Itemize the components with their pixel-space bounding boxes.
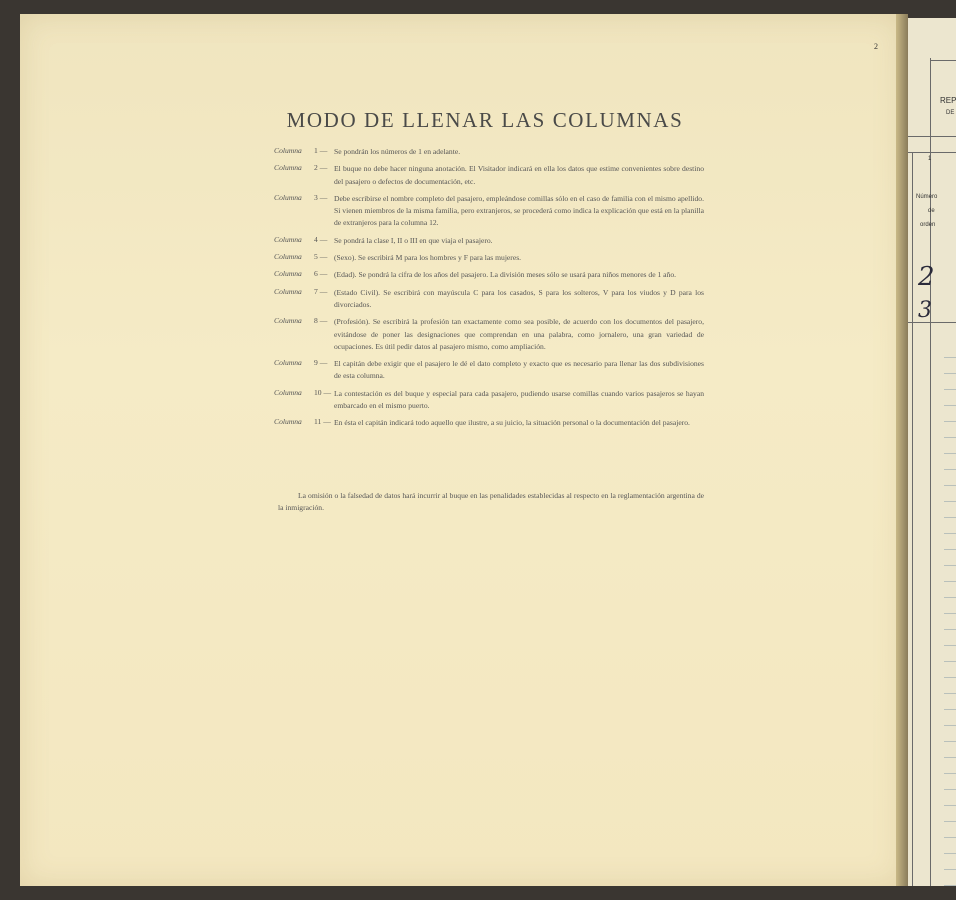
column-label: Columna xyxy=(274,163,302,173)
sheet-rule xyxy=(908,322,956,323)
page-title: MODO DE LLENAR LAS COLUMNAS xyxy=(286,108,684,132)
column-label: Columna xyxy=(274,358,302,368)
column-label: Columna xyxy=(274,269,302,279)
instruction-text: (Sexo). Se escribirá M para los hombres y F para las mujeres. xyxy=(334,253,522,263)
instruction-text: El buque no debe hacer ninguna anotación. El Visitador indicará en ella los datos que estime convenientes sobre destino del pasajero o defectos de documentación, etc. xyxy=(334,164,704,186)
instruction-row xyxy=(274,388,704,413)
column-number: 4 — xyxy=(314,234,328,244)
sheet-col-label: orden xyxy=(920,222,936,228)
column-number: 5 — xyxy=(314,252,328,262)
instruction-text: La contestación es del buque y especial para cada pasajero, pudiendo usarse comillas cuando varios pasajeros se hayan embarcado en el mismo puerto. xyxy=(334,388,704,411)
instruction-row xyxy=(274,146,704,158)
column-label: Columna xyxy=(274,316,302,326)
pencil-marks xyxy=(786,240,806,390)
sheet-rule xyxy=(912,152,913,886)
instruction-row xyxy=(274,417,704,429)
sheet-col-number: 1 xyxy=(928,156,932,162)
column-number: 3 — xyxy=(314,192,328,202)
instruction-row xyxy=(274,358,704,383)
sheet-rule xyxy=(908,136,956,137)
column-number: 6 — xyxy=(314,269,328,279)
column-number: 7 — xyxy=(314,286,328,296)
instruction-text: (Estado Civil). Se escribirá con mayúscula C para los casados, S para los solteros, V para los viudos y D para los divorciados. xyxy=(334,287,704,309)
instruction-text: (Profesión). Se escribirá la profesión tan exactamente como sea posible, de acuerdo con los documentos del pasajero, evitándose de poner las designaciones que comprendan en una palabra, como jornalero, una gran variedad de ocupaciones. Es útil pedir datos al pasajero mismo, como ampliación. xyxy=(334,317,704,351)
column-label: Columna xyxy=(274,192,302,202)
column-label: Columna xyxy=(274,387,302,397)
instruction-text: Se pondrán los números de 1 en adelante. xyxy=(334,147,461,156)
instruction-row xyxy=(274,252,704,264)
sheet-sub-fragment: DE xyxy=(946,110,955,116)
instruction-row xyxy=(274,269,704,281)
document-page xyxy=(20,14,902,886)
sheet-rule xyxy=(930,58,931,886)
column-number: 2 — xyxy=(314,163,328,173)
instruction-row xyxy=(274,316,704,353)
column-label: Columna xyxy=(274,252,302,262)
column-number: 9 — xyxy=(314,358,328,368)
instruction-text: En ésta el capitán indicará todo aquello que ilustre, a su juicio, la situación personal o la documentación del pasajero. xyxy=(334,418,690,428)
column-label: Columna xyxy=(274,234,302,244)
instruction-row xyxy=(274,235,704,247)
column-number: 11 — xyxy=(314,417,331,427)
sheet-col-label: Número xyxy=(916,194,938,200)
sheet-rule xyxy=(930,60,956,61)
instruction-row xyxy=(274,163,704,188)
instruction-row xyxy=(274,193,704,230)
footnote: La omisión o la falsedad de datos hará incurrir al buque en las penalidades establecidas al respecto en la reglamentación argentina de la inmigración. xyxy=(278,491,704,513)
sheet-handwriting: 2 xyxy=(918,262,935,292)
instruction-row xyxy=(274,287,704,312)
instruction-text: (Edad). Se pondrá la cifra de los años del pasajero. La división meses sólo se usará para niños menores de 1 año. xyxy=(334,270,677,280)
column-label: Columna xyxy=(274,417,302,427)
instructions-list xyxy=(274,146,704,435)
column-label: Columna xyxy=(274,146,302,155)
instruction-text: Se pondrá la clase I, II o III en que viaja el pasajero. xyxy=(334,235,493,245)
column-number: 1 — xyxy=(314,146,328,155)
sheet-header-fragment: REP xyxy=(940,96,956,105)
sheet-handwriting: 3 xyxy=(918,298,932,323)
instruction-text: Debe escribirse el nombre completo del pasajero, empleándose comillas sólo en el caso de familia con el mismo apellido. Si vienen miembros de la misma familia, pero extranjeros, se procederá como indica la explicación que está en la planilla de extranjeros para la columna 12. xyxy=(334,193,704,228)
next-sheet xyxy=(908,18,956,886)
page-mark: 2 xyxy=(874,42,878,51)
sheet-col-label: de xyxy=(928,208,935,214)
instruction-text: El capitán debe exigir que el pasajero le dé el dato completo y exacto que es necesario para llenar las dos subdivisiones de esta columna. xyxy=(334,359,704,381)
sheet-rule xyxy=(908,152,956,153)
column-label: Columna xyxy=(274,286,302,296)
column-number: 10 — xyxy=(314,387,332,397)
sheet-grid xyxy=(944,348,956,886)
page-edge xyxy=(896,14,908,886)
column-number: 8 — xyxy=(314,316,328,326)
